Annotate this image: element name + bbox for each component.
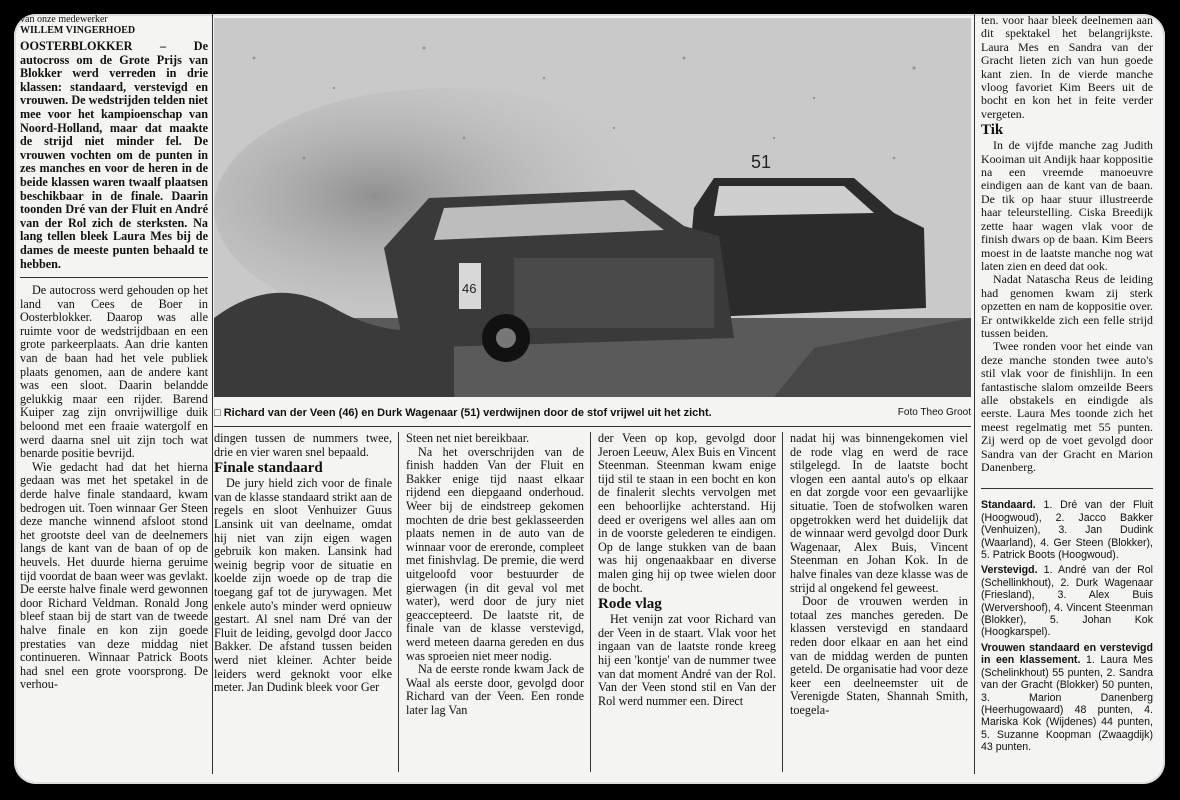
body-paragraph: De autocross werd gehouden op het land van Cees de Boer in Oosterblokker. Daarop was alle ruimte voor de wedstrijdbaan en een grote parkeerplaats. Aan drie kanten van de baan had het vele publiek plaats genomen, aan de andere kant was een sloot. Daarin belandde gelukkig maar een rijder. Barend Kuiper zag zijn onvrijwillige duik beloond met een fraaie watergolf en werd daarna snel uit zijn toch wat benarde positie bevrijd. (20, 283, 208, 461)
column-rule (212, 14, 213, 774)
subheading-finale-standaard: Finale standaard (214, 460, 323, 477)
body-paragraph: Nadat Natascha Reus de leiding had genomen kwam zij sterk opzetten en nam de koppositie over. Er ontwikkelde zich een felle strijd tussen beiden. (981, 272, 1153, 340)
photo-credit: Foto Theo Groot (897, 407, 971, 418)
column-rule (398, 432, 399, 772)
dateline: OOSTERBLOKKER – (20, 39, 167, 53)
column-rule (974, 14, 975, 774)
rally-cars-illustration (214, 18, 971, 397)
results-label: Standaard. (981, 499, 1036, 512)
article-lead (20, 40, 208, 271)
car-number-46: 46 (462, 281, 477, 296)
results-label: Verstevigd. (981, 564, 1038, 577)
body-paragraph: Twee ronden voor het einde van deze manche stonden twee auto's stil vlak voor de finishlijn. In een fantastische slalom omzeilde Beers alle obstakels en eindigde als eerste. Laura Mes toonde zich het meest regelmatig met 55 punten. Zij werd op de voet gevolgd door Sandra van der Gracht en Marion Danenberg. (981, 339, 1153, 474)
byline-name: WILLEM VINGERHOED (20, 25, 136, 36)
lead-text: De autocross om de Grote Prijs van Blokker werd verreden in drie klassen: standaard, verstevigd en vrouwen. De wedstrijden telden niet mee voor het kampioenschap van Noord-Holland, maar dat maakte de strijd niet minder fel. De vrouwen vochten om de punten in zes manches en voor de heren in de beide klassen waren twaalf plaatsen beschikbaar in de finale. Daarin toonden Dré van der Fluit en André van der Rol zich de sterksten. Na lang tellen bleek Laura Mes bij de dames de meeste punten behaald te hebben. (20, 39, 208, 271)
body-paragraph: Na de eerste ronde kwam Jack de Waal als eerste door, gevolgd door Richard van der Veen. Een ronde later lag Van (406, 662, 584, 717)
body-paragraph: Het venijn zat voor Richard van der Veen in de staart. Vlak voor het ingaan van de laatste ronde kreeg hij een 'kontje' van de nummer twee van dat moment André van der Rol. Van der Veen stond stil en Van der Rol werd nummer een. Direct (598, 612, 776, 708)
body-paragraph: der Veen op kop, gevolgd door Jeroen Leeuw, Alex Buis en Vincent Steenman. Steenman kwam enige tijd stil te staan in een bocht en kon de finalerit slechts vervolgen met een behoorlijke achterstand. Hij deed er overigens wel alles aan om in de voorste gelederen te eindigen. Op de lange stukken van de baan was hij ongenaakbaar en diverse malen ging hij op twee wielen door de bocht. (598, 431, 776, 595)
byline-role: van onze medewerker (20, 14, 108, 25)
column-4 (598, 432, 776, 708)
caption-marker: □ (214, 407, 221, 419)
body-paragraph: In de vijfde manche zag Judith Kooiman uit Andijk haar koppositie na een vreemde manoeuvre eindigen aan de kant van de baan. De tik op haar stuur illustreerde haar teleurstelling. Ciska Breedijk zette haar wagen vlak voor de finish dwars op de baan. Kim Beers moest in de laatste manche nog wat laten zien en deed dat ook. (981, 138, 1153, 273)
car-number-51: 51 (751, 152, 772, 172)
results-box (981, 499, 1153, 753)
body-paragraph: nadat hij was binnengekomen viel de rode vlag en werd de race stilgelegd. In de laatste bocht vlogen een aantal auto's op elkaar en dat zorgde voor een gevaarlijke situatie. Toen de stofwolken waren opgetrokken werd het duidelijk dat de winnaar werd gevolgd door Durk Wagenaar, Alex Buis, Vincent Steenman en Johan Kok. In de halve finales van deze klasse was de strijd al ongekend fel geweest. (790, 431, 968, 595)
body-paragraph: De jury hield zich voor de finale van de klasse standaard strikt aan de regels en sloot Venhuizer Guus Lansink uit van deelname, omdat hij niet van zijn eigen wagen gebruik kon maken. Lansink had weinig begrip voor de situatie en koelde zijn woede op de trap die toegang gaf tot de jurywagen. Met enkele auto's minder werd opnieuw gestart. Al snel nam Dré van der Fluit de leiding, gevolgd door Jacco Bakker. De afstand tussen beiden werd niet kleiner. Achter beide leiders werd geknokt voor elke meter. Jan Dudink bleek voor Ger (214, 476, 392, 695)
results-verstevigd (981, 564, 1153, 638)
subheading-rode-vlag: Rode vlag (598, 596, 662, 613)
column-rule (782, 432, 783, 772)
column-5 (790, 432, 968, 717)
body-paragraph: ten. voor haar bleek deelnemen aan dit spektakel het belangrijkste. Laura Mes en Sandra van der Gracht lieten zich van hun goede kant zien. In de vierde manche vloog favoriet Kim Beers uit de bocht en kon het in feite verder vergeten. (981, 14, 1153, 121)
column-2 (214, 432, 392, 695)
results-text: 1. Dré van der Fluit (Hoogwoud), 2. Jacco Bakker (Venhuizen), 3. Jan Dudink (Waarland), 4. Ger Steen (Blokker), 5. Patrick Boots (Hoogwoud). (981, 499, 1153, 562)
results-standaard (981, 499, 1153, 561)
column-3 (406, 432, 584, 717)
results-divider (981, 488, 1153, 489)
caption-text: Richard van der Veen (46) en Durk Wagenaar (51) verdwijnen door de stof vrijwel uit het zicht. (223, 407, 712, 419)
results-label: Vrouwen standaard en verstevigd in een klassement. (981, 641, 1153, 667)
results-vrouwen (981, 642, 1153, 754)
photo-caption (214, 406, 971, 420)
caption-divider (214, 426, 971, 427)
body-paragraph: Wie gedacht had dat het hierna gedaan was met het spetakel in de derde halve finale standaard, kwam bedrogen uit. Toen winnaar Ger Steen deze manche winnend afsloot stond het grootste deel van de deelnemers langs de kant van de baan of op de heuvels. Het duurde hierna geruime tijd voordat de baan weer was gevlakt. De eerste halve finale werd gewonnen door Richard Veldman. Ronald Jong bleef staan bij de start van de tweede halve finale en kon zijn goede prestaties van deze middag niet continueren. Winnaar Patrick Boots had snel een grote voorsprong. De verhou- (20, 459, 208, 692)
column-1 (20, 14, 208, 692)
body-paragraph: dingen tussen de nummers twee, drie en vier waren snel bepaald. (214, 431, 392, 459)
lead-divider (20, 277, 208, 278)
column-rule (590, 432, 591, 772)
newspaper-clipping (14, 14, 1165, 784)
body-paragraph: Door de vrouwen werden in totaal zes manches gereden. De klassen verstevigd en standaard reden door elkaar en aan het eind van de middag werden de punten geteld. De organisatie had voor deze keer een deelneemster uit de Verenigde Staten, Shannah Smith, toegela- (790, 594, 968, 717)
results-text: 1. Laura Mes (Schelinkhout) 55 punten, 2. Sandra van der Gracht (Blokker) 50 punten, 3. Marion Danenberg (Heerhugowaard) 48 punten, 4. Mariska Kok (Wijdenes) 44 punten, 5. Suzanne Koopman (Zwaagdijk) 43 punten. (981, 654, 1153, 754)
race-photo (214, 18, 971, 397)
subheading-tik: Tik (981, 122, 1004, 139)
body-paragraph: Steen net niet bereikbaar. (406, 431, 530, 445)
results-text: 1. André van der Rol (Schellinkhout), 2. Durk Wagenaar (Friesland), 3. Alex Buis (Wervershoof), 4. Vincent Steenman (Blokker), 5. Johan Kok (Hoogkarspel). (981, 564, 1153, 639)
body-paragraph: Na het overschrijden van de finish hadden Van der Fluit en Bakker enige tijd naast elkaar rijdend een diepgaand onderhoud. Weer bij de eindstreep gekomen mochten de drie best geklasseerden plaats nemen in de auto van de winnaar voor de ereronde, compleet met finishvlag. De premie, die werd uitgeloofd voor bestuurder de gierwagen (in dit geval vol met water), werd door de jury niet geaccepteerd. De laatste rit, de finale van de klasse verstevigd, werd meteen daarna gereden en dus was sproeien niet meer nodig. (406, 444, 584, 663)
column-6 (981, 14, 1153, 757)
